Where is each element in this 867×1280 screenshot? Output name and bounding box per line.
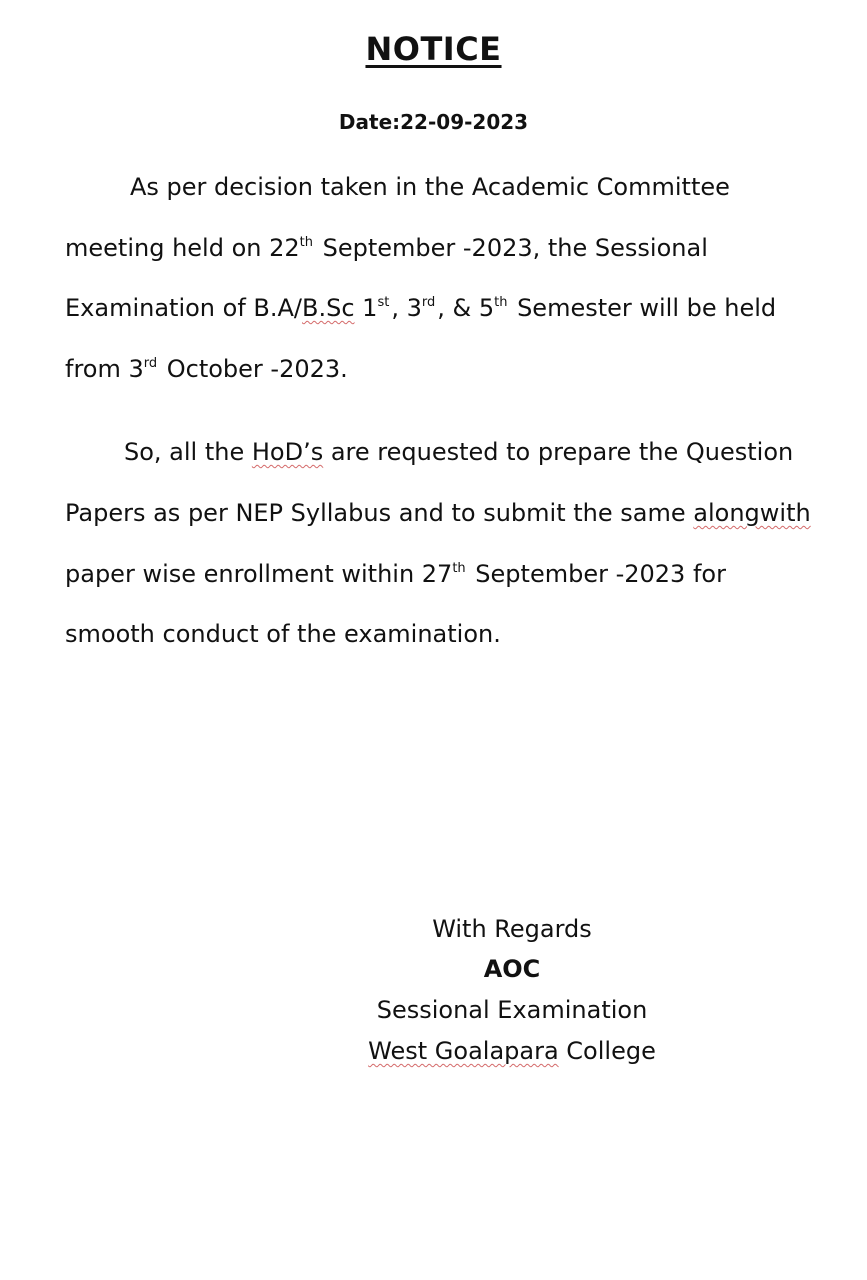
para2-line2: Papers as per NEP Syllabus and to submit the same alongwith — [65, 499, 811, 527]
para1-line4: from 3rd October -2023. — [65, 355, 348, 383]
spellcheck-word: West Goalapara — [368, 1037, 559, 1065]
para1-line2: meeting held on 22th September -2023, the Sessional — [65, 234, 708, 262]
signature-regards: With Regards — [432, 915, 592, 943]
notice-title: NOTICE — [365, 30, 502, 68]
para2-line4: smooth conduct of the examination. — [65, 620, 501, 648]
spellcheck-word: alongwith — [693, 499, 811, 527]
signature-name: AOC — [483, 955, 541, 983]
spellcheck-word: B.Sc — [302, 294, 355, 322]
signature-college: West Goalapara College — [368, 1037, 656, 1065]
para2-line1: So, all the HoD’s are requested to prepare the Question — [124, 438, 794, 466]
spellcheck-word: HoD’s — [251, 438, 324, 466]
notice-date: Date:22-09-2023 — [338, 110, 529, 134]
para1-line3: Examination of B.A/B.Sc 1st, 3rd, & 5th Semester will be held — [65, 294, 777, 322]
para2-line3: paper wise enrollment within 27th September -2023 for — [65, 560, 726, 588]
para1-line1: As per decision taken in the Academic Committee — [130, 173, 730, 201]
signature-department: Sessional Examination — [376, 996, 648, 1024]
